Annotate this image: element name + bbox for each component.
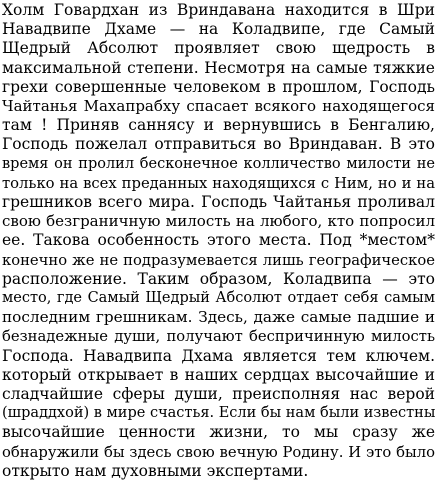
text-line: Чайтанья Махапрабху спасает всякого находящегося: [2, 97, 435, 116]
text-line: только на всех преданных находящихся с Ним, но и на: [2, 174, 435, 192]
text-line: свою безграничную милость на любого, кто попросил: [2, 212, 435, 231]
text-line: место, где Самый Щедрый Абсолют отдает себя самым: [2, 290, 435, 307]
text-line: ее. Такова особенность этого места. Под *местом*: [2, 231, 435, 250]
text-line: высочайшие ценности жизни, то мы сразу же: [2, 423, 435, 442]
text-line: время он пролил бесконечное колличество милости не: [2, 155, 435, 172]
text-line: который открывает в наших сердцах высочайшие и: [2, 365, 435, 384]
text-line: расположение. Таким образом, Коладвипа — это: [2, 269, 435, 288]
text-line: открыто нам духовными экспертами.: [2, 461, 309, 480]
text-line: (шраддхой) в мире счастья. Если бы нам были известны: [2, 405, 436, 422]
text-line: грехи совершенные человеком в прошлом, Господь: [2, 77, 435, 96]
text-line: обнаружили бы здесь свою вечную Родину. И это было: [2, 443, 435, 461]
text-line: Навадвипе Дхаме — на Коладвипе, где Самый: [2, 20, 435, 39]
text-line: последним грешникам. Здесь, даже самые падшие и: [2, 308, 435, 327]
text-line: безнадежные души, получают беспричинную милость: [2, 328, 435, 346]
text-line: максимальной степени. Несмотря на самые тяжкие: [2, 58, 435, 77]
body-paragraph: [2, 1, 435, 481]
text-line: Господь пожелал отправиться во Вриндаван. В это: [2, 135, 435, 154]
text-line: Холм Говардхан из Вриндавана находится в Шри: [2, 1, 435, 19]
text-line: сладчайшие сферы души, преисполняя нас верой: [2, 385, 435, 404]
text-line: там ! Приняв саннясу и вернувшись в Бенгалию,: [2, 116, 435, 135]
text-line: Щедрый Абсолют проявляет свою щедрость в: [2, 39, 435, 58]
text-line: конечно же не подразумевается лишь географическое: [2, 251, 435, 269]
text-line: грешников всего мира. Господь Чайтанья проливал: [2, 193, 435, 212]
text-line: Господа. Навадвипа Дхама является тем ключем.: [2, 346, 435, 365]
